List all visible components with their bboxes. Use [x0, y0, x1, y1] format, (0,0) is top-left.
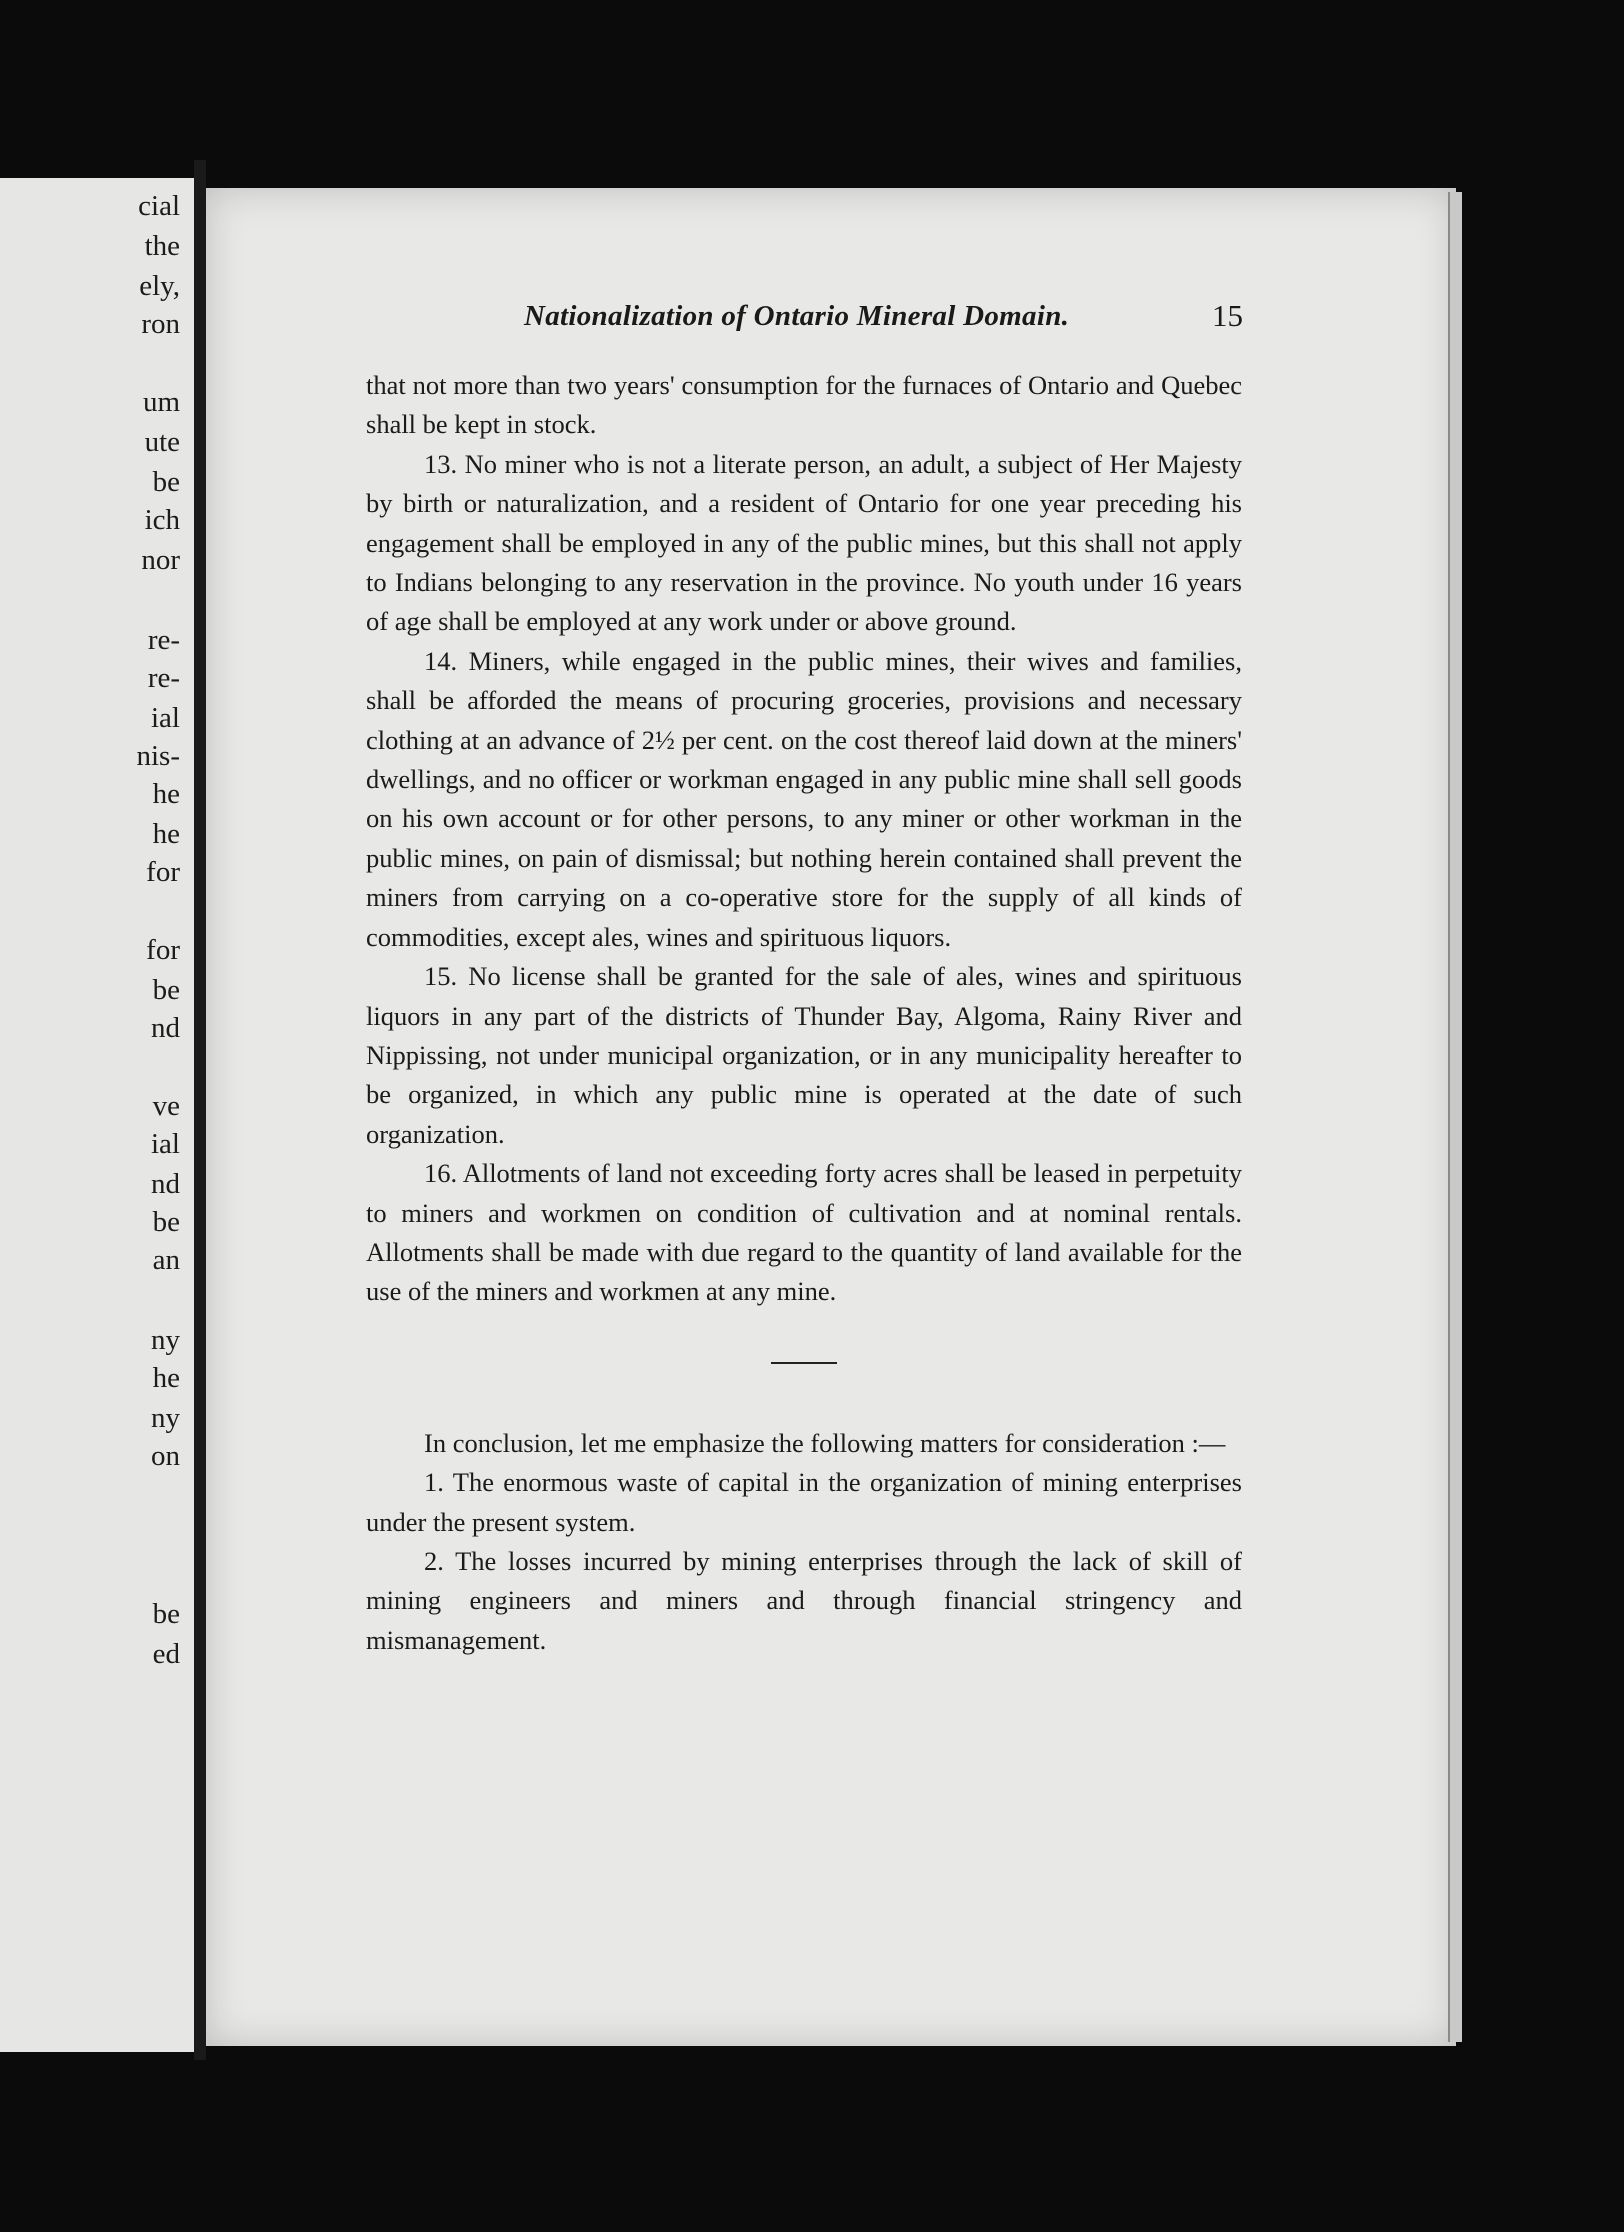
- left-page-fragment: nor: [141, 544, 180, 576]
- left-page-fragment: ely,: [139, 270, 180, 302]
- left-page-fragment: nis-: [136, 740, 180, 772]
- left-page-fragment: ny: [151, 1402, 180, 1434]
- conclusion-point-2: 2. The losses incurred by mining enterprises through the lack of skill of mining engineers and miners and through financial stringency and mismanagement.: [366, 1545, 1242, 1655]
- left-page-fragment: ny: [151, 1324, 180, 1356]
- left-page-fragment: re-: [147, 662, 180, 694]
- paragraph-continued: that not more than two years' consumption for the furnaces of Ontario and Quebec shall be kept in stock.: [366, 370, 1242, 440]
- left-page-fragment: nd: [151, 1168, 180, 1200]
- left-page-fragment: ron: [141, 308, 180, 340]
- left-page-fragment: re-: [147, 624, 180, 656]
- paragraph-13: 13. No miner who is not a literate person, an adult, a subject of Her Majesty by birth or naturalization, and a resident of Ontario for one year preceding his engagement shall be employed in any of the public mines, but this shall not apply to Indians belonging to any reservation in the province. No youth under 16 years of age shall be employed at any work under or above ground.: [366, 448, 1242, 637]
- left-page-fragment: on: [151, 1440, 180, 1472]
- left-page-fragment: nd: [151, 1012, 180, 1044]
- paragraph-16: 16. Allotments of land not exceeding forty acres shall be leased in perpetuity to miners and workmen on condition of cultivation and at nominal rentals. Allotments shall be made with due regard to the quantity of land available for the use of the miners and workmen at any mine.: [366, 1158, 1242, 1307]
- book-page: [206, 188, 1456, 2046]
- page-body: [366, 366, 1242, 1660]
- left-page-fragment: ute: [144, 426, 180, 458]
- section-divider: [771, 1362, 837, 1364]
- left-page-fragment: for: [146, 934, 180, 966]
- left-page-fragment: ed: [152, 1638, 180, 1670]
- page-edge: [1448, 192, 1462, 2042]
- page-number: 15: [1212, 298, 1243, 333]
- left-page-fragment: ial: [151, 1128, 180, 1160]
- left-page-fragment: cial: [138, 190, 180, 222]
- paragraph-14: 14. Miners, while engaged in the public mines, their wives and families, shall be afforded the means of procuring groceries, provisions and necessary clothing at an advance of 2½ per cent. on the cost thereof laid down at the miners' dwellings, and no officer or workman engaged in any public mine shall sell goods on his own account or for other persons, to any miner or other workman in the public mines, on pain of dismissal; but nothing herein contained shall prevent the miners from carrying on a co-operative store for the supply of all kinds of commodities, except ales, wines and spirituous liquors.: [366, 645, 1242, 952]
- running-title: Nationalization of Ontario Mineral Domain.: [524, 300, 1070, 332]
- left-page-fragment: he: [152, 818, 180, 850]
- book-gutter: [194, 160, 206, 2060]
- left-page-fragment: the: [144, 230, 180, 262]
- left-page-fragment: for: [146, 856, 180, 888]
- left-page-fragment: an: [152, 1244, 180, 1276]
- left-page-fragment: be: [152, 974, 180, 1006]
- left-page-fragment: he: [152, 1362, 180, 1394]
- left-page-fragment: um: [142, 386, 180, 418]
- left-page-fragment: ich: [144, 504, 180, 536]
- left-page-fragment: ial: [151, 702, 180, 734]
- left-page-fragment: be: [152, 466, 180, 498]
- left-page-fragment: be: [152, 1598, 180, 1630]
- left-page-fragment: he: [152, 778, 180, 810]
- left-page-fragment: ve: [152, 1090, 180, 1122]
- left-page-fragment: be: [152, 1206, 180, 1238]
- conclusion-intro: In conclusion, let me emphasize the following matters for consideration :—: [424, 1427, 1226, 1458]
- left-facing-page: [0, 178, 197, 2052]
- conclusion-point-1: 1. The enormous waste of capital in the organization of mining enterprises under the present system.: [366, 1467, 1242, 1537]
- paragraph-15: 15. No license shall be granted for the sale of ales, wines and spirituous liquors in any part of the districts of Thunder Bay, Algoma, Rainy River and Nippissing, not under municipal organization, or in any municipality hereafter to be organized, in which any public mine is operated at the date of such organization.: [366, 961, 1242, 1149]
